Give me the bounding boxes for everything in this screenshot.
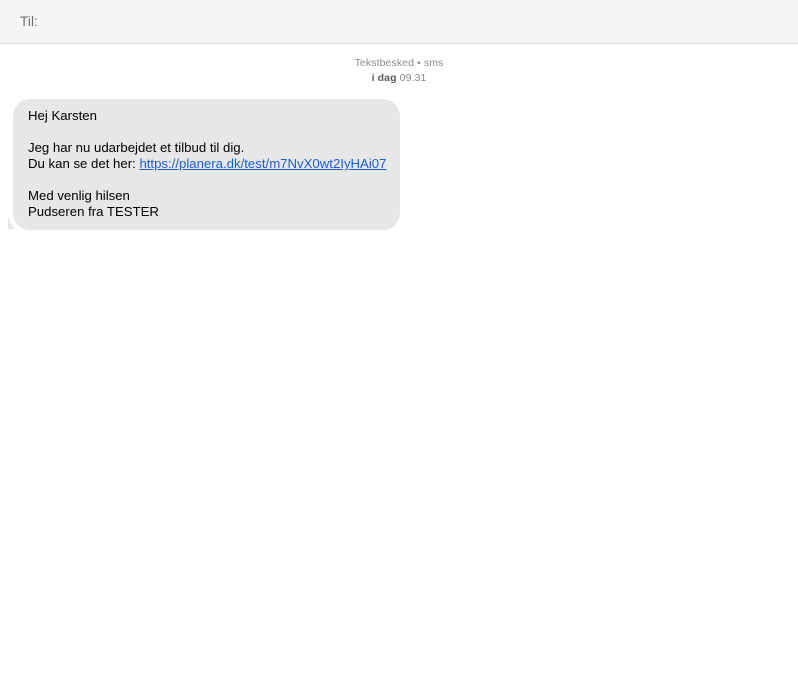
message-timestamp: [0, 72, 798, 85]
message-line-spacer: [28, 172, 386, 188]
to-input[interactable]: [44, 0, 798, 44]
message-body: [28, 108, 386, 220]
message-line: Hej Karsten: [28, 108, 97, 123]
conversation-pane: [0, 44, 798, 697]
message-day-label: i dag: [371, 72, 397, 84]
message-time-label: 09.31: [399, 72, 427, 84]
to-label: Til:: [20, 14, 38, 29]
message-line: Med venlig hilsen: [28, 188, 130, 203]
message-line: Jeg har nu udarbejdet et tilbud til dig.: [28, 140, 245, 155]
message-line-text: Du kan se det her:: [28, 156, 140, 171]
compose-header: [0, 0, 798, 44]
message-line: [28, 156, 386, 172]
message-meta: [0, 57, 798, 93]
message-bubble-incoming[interactable]: [13, 99, 400, 230]
message-line: Pudseren fra TESTER: [28, 204, 159, 219]
message-row: [0, 99, 798, 230]
message-line-spacer: [28, 124, 386, 140]
message-link[interactable]: https://planera.dk/test/m7NvX0wt2IyHAi07: [139, 156, 387, 171]
message-service-label: Tekstbesked • sms: [354, 57, 444, 69]
